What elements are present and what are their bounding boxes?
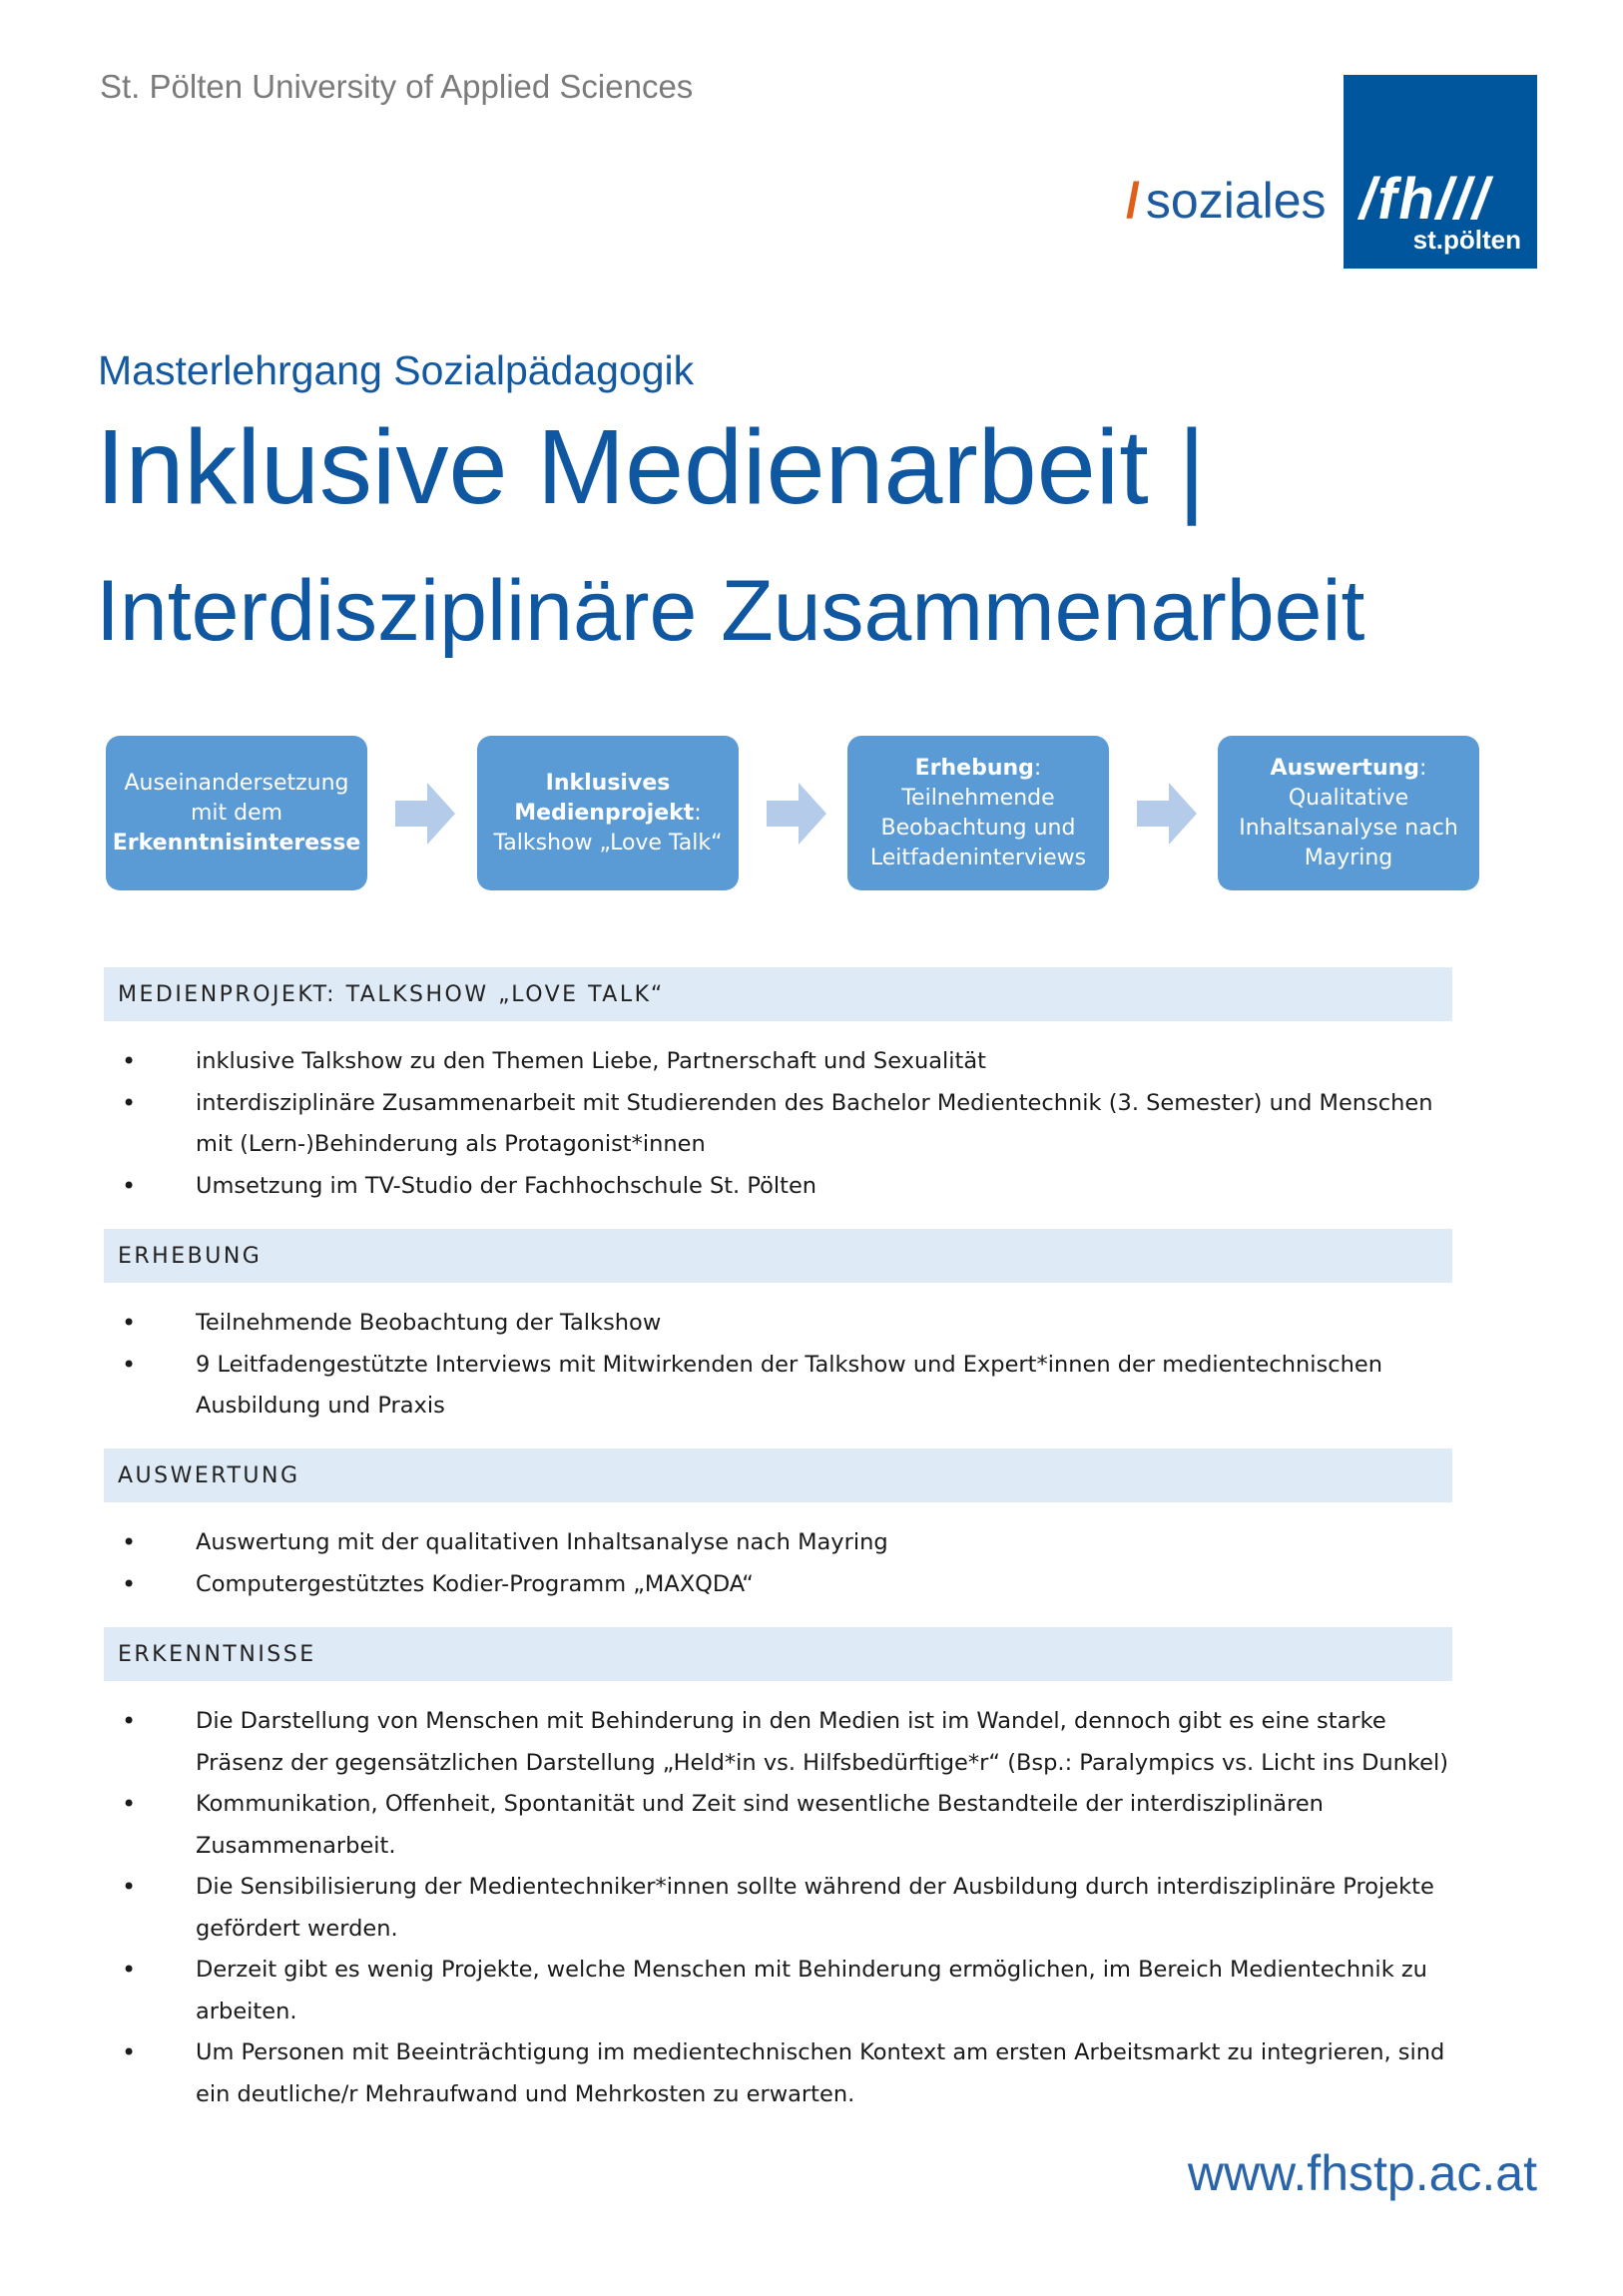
- flow-step-text: Auseinandersetzung mit dem: [124, 770, 349, 826]
- flow-step-bold: Inklusives Medienprojekt: [514, 770, 695, 826]
- list-item: • Kommunikation, Offenheit, Spontanität und Zeit sind wesentliche Bestandteile der interdisziplinären Zusammenarbeit.: [104, 1784, 1461, 1867]
- section-list-auswertung: [104, 1522, 1461, 1605]
- section-list-erkenntnisse: [104, 1701, 1461, 2115]
- fh-logo: [1344, 75, 1537, 269]
- section-heading-auswertung: AUSWERTUNG: [104, 1448, 1452, 1502]
- list-item: • Derzeit gibt es wenig Projekte, welche Menschen mit Behinderung ermöglichen, im Bereich Medientechnik zu arbeiten.: [104, 1950, 1461, 2032]
- bullet-icon: •: [122, 1350, 137, 1379]
- list-item: • Die Sensibilisierung der Medientechniker*innen sollte während der Ausbildung durch interdisziplinäre Projekte gefördert werden.: [104, 1867, 1461, 1950]
- university-name: St. Pölten University of Applied Sciences: [100, 68, 694, 105]
- bullet-icon: •: [122, 1047, 137, 1075]
- flow-step-text: : Teilnehmende Beobachtung und Leitfadeninterviews: [869, 755, 1087, 870]
- flow-step-text: : Qualitative Inhaltsanalyse nach Mayring: [1239, 755, 1458, 870]
- arrow-right-icon: [1137, 783, 1197, 845]
- list-item: • Um Personen mit Beeinträchtigung im medientechnischen Kontext am ersten Arbeitsmarkt zu integrieren, sind ein deutliche/r Mehraufwand und Mehrkosten zu erwarten.: [104, 2032, 1461, 2115]
- list-item: • Auswertung mit der qualitativen Inhaltsanalyse nach Mayring: [104, 1522, 1461, 1564]
- page-title-line2: Interdisziplinäre Zusammenarbeit: [96, 563, 1365, 659]
- logo-fh-text: /fh///: [1359, 167, 1491, 232]
- list-item: • Umsetzung im TV-Studio der Fachhochschule St. Pölten: [104, 1166, 1461, 1208]
- bullet-icon: •: [122, 1309, 137, 1337]
- section-heading-erhebung: ERHEBUNG: [104, 1229, 1452, 1283]
- bullet-icon: •: [122, 2038, 137, 2066]
- section-list-medienprojekt: [104, 1041, 1461, 1207]
- bullet-icon: •: [122, 1569, 137, 1598]
- list-item: • Die Darstellung von Menschen mit Behinderung in den Medien ist im Wandel, dennoch gibt es eine starke Präsenz der gegensätzlichen Darstellung „Held*in vs. Hilfsbedürftige*r“ (Bsp.: Paralympics vs. Licht ins Dunkel): [104, 1701, 1461, 1784]
- list-item: • 9 Leitfadengestützte Interviews mit Mitwirkenden der Talkshow und Expert*innen der medientechnischen Ausbildung und Praxis: [104, 1345, 1461, 1428]
- bullet-icon: •: [122, 1790, 137, 1818]
- flow-step-2: [477, 736, 739, 890]
- section-heading-erkenntnisse: ERKENNTNISSE: [104, 1627, 1452, 1681]
- soziales-text: soziales: [1145, 173, 1327, 229]
- bullet-icon: •: [122, 1088, 137, 1117]
- bullet-icon: •: [122, 1707, 137, 1735]
- section-heading-medienprojekt: MEDIENPROJEKT: TALKSHOW „LOVE TALK“: [104, 967, 1452, 1021]
- flow-step-bold: Auswertung: [1270, 755, 1420, 781]
- list-item: • Teilnehmende Beobachtung der Talkshow: [104, 1303, 1461, 1345]
- soziales-label: [1126, 172, 1327, 230]
- flow-step-4: [1218, 736, 1479, 890]
- arrow-right-icon: [767, 783, 826, 845]
- flow-step-3: [847, 736, 1109, 890]
- program-name: Masterlehrgang Sozialpädagogik: [98, 347, 695, 393]
- website-link[interactable]: www.fhstp.ac.at: [1187, 2145, 1537, 2201]
- list-item: • inklusive Talkshow zu den Themen Liebe, Partnerschaft und Sexualität: [104, 1041, 1461, 1083]
- list-item: • interdisziplinäre Zusammenarbeit mit Studierenden des Bachelor Medientechnik (3. Semester) und Menschen mit (Lern-)Behinderung als Protagonist*innen: [104, 1083, 1461, 1166]
- bullet-icon: •: [122, 1528, 137, 1556]
- logo-city-text: st.pölten: [1412, 225, 1521, 255]
- page-title-line1: Inklusive Medienarbeit |: [96, 408, 1206, 526]
- arrow-right-icon: [395, 783, 455, 845]
- bullet-icon: •: [122, 1956, 137, 1984]
- bullet-icon: •: [122, 1873, 137, 1901]
- flow-step-bold: Erkenntnisinteresse: [112, 830, 361, 856]
- flow-step-bold: Erhebung: [914, 755, 1034, 781]
- flow-step-text: : Talkshow „Love Talk“: [493, 800, 723, 856]
- soziales-slash: /: [1126, 173, 1140, 229]
- list-item: • Computergestütztes Kodier-Programm „MAXQDA“: [104, 1564, 1461, 1606]
- bullet-icon: •: [122, 1171, 137, 1200]
- flow-step-1: [106, 736, 367, 890]
- section-list-erhebung: [104, 1303, 1461, 1428]
